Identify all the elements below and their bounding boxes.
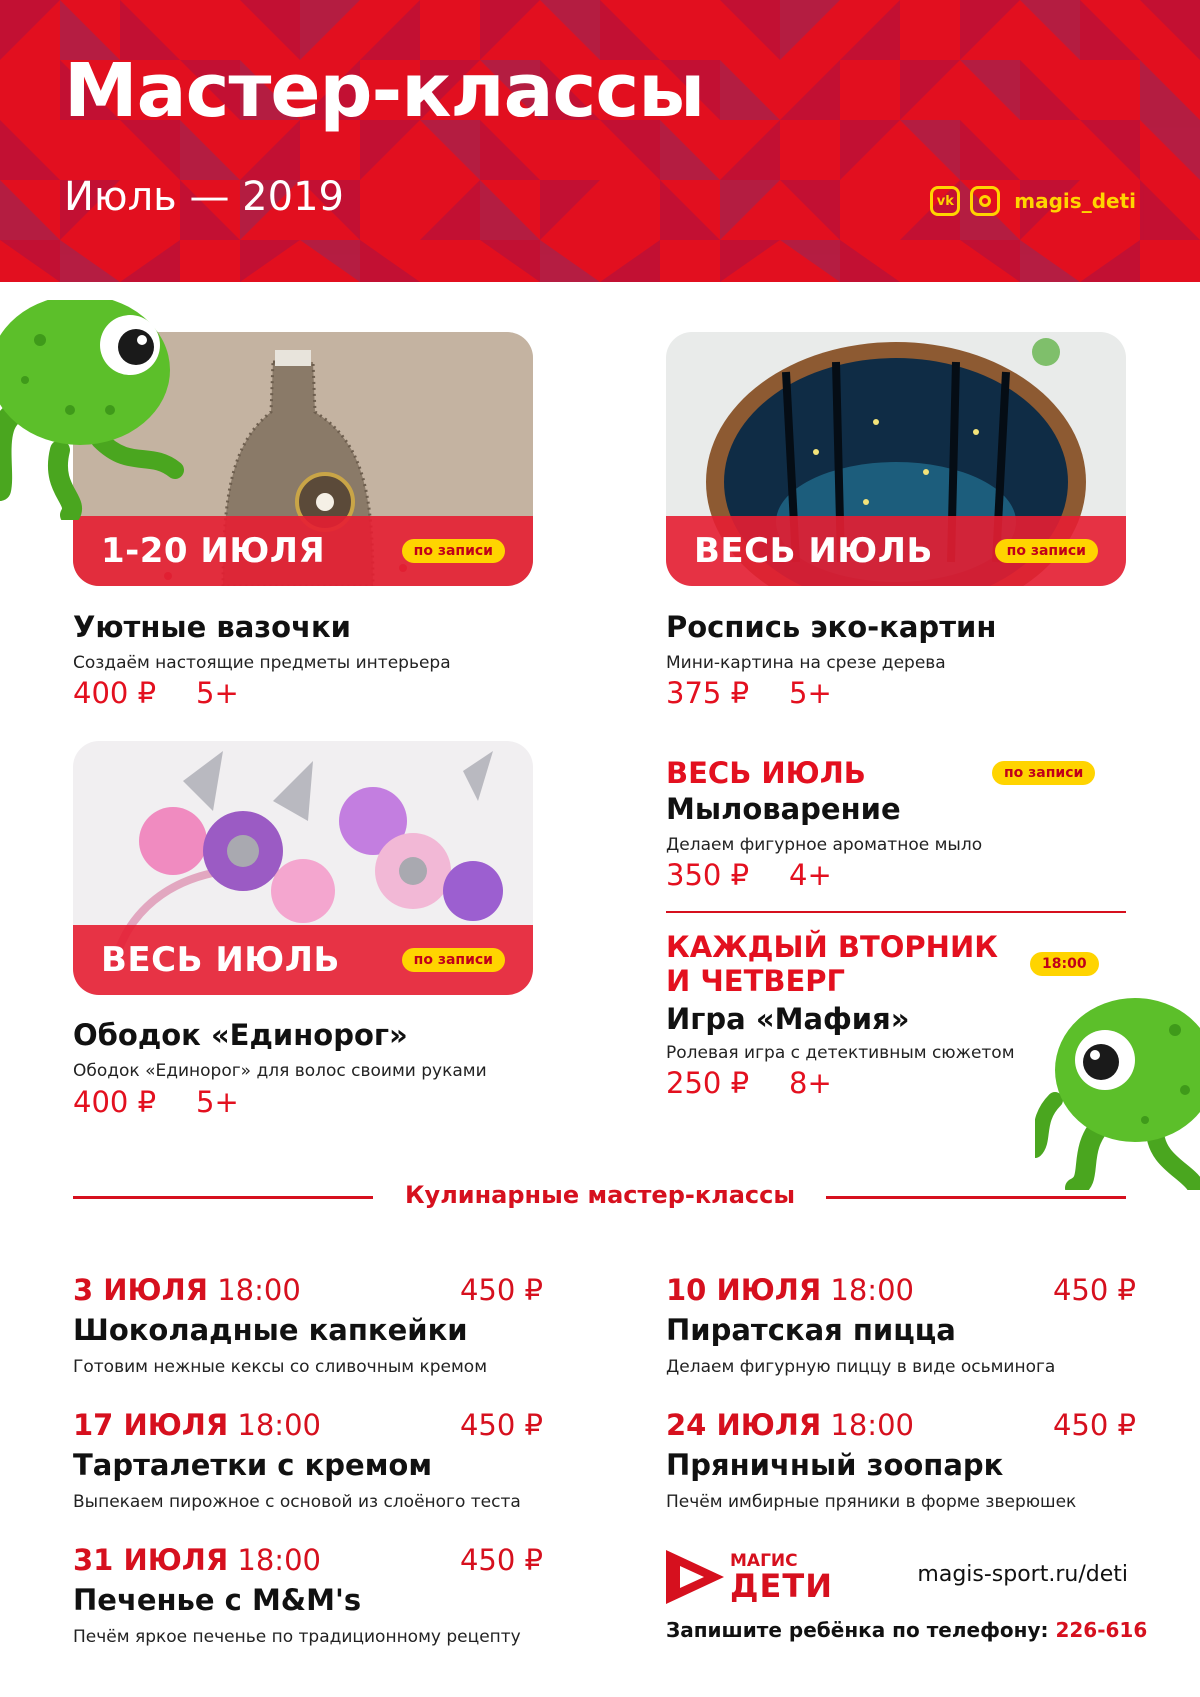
instagram-lens [979,195,991,207]
class-title: Уютные вазочки [73,610,351,644]
card-eco-painting[interactable] [666,332,1126,586]
culinary-datetime [666,1408,914,1442]
logo-text [730,1550,833,1605]
class-price: 350 ₽ [666,858,750,892]
culinary-date: 10 ИЮЛЯ [666,1273,822,1307]
class-price: 250 ₽ [666,1066,750,1100]
schedule-line-2: И ЧЕТВЕРГ [666,964,846,998]
class-title: Роспись эко-картин [666,610,997,644]
culinary-item [73,1543,543,1647]
culinary-date: 24 ИЮЛЯ [666,1408,822,1442]
vk-icon[interactable]: vk [930,186,960,216]
class-description: Ободок «Единорог» для волос своими руками [73,1061,487,1081]
octopus-mascot-bottom [1035,990,1200,1190]
booking-badge: по записи [402,539,505,563]
social-handle[interactable]: magis_deti [1014,189,1136,213]
culinary-item-header [666,1273,1136,1307]
culinary-price: 450 ₽ [459,1273,543,1307]
class-age: 8+ [789,1066,832,1100]
class-meta [73,676,239,710]
booking-badge: по записи [995,539,1098,563]
class-schedule [666,930,998,998]
logo-bottom-text: ДЕТИ [730,1566,833,1605]
logo-mark-icon [666,1550,724,1604]
culinary-description: Печём имбирные пряники в форме зверюшек [666,1492,1077,1512]
culinary-item [73,1273,543,1377]
website-link[interactable]: magis-sport.ru/deti [917,1562,1128,1587]
class-date: 1-20 ИЮЛЯ [101,531,326,571]
class-description: Делаем фигурное ароматное мыло [666,835,983,855]
culinary-date: 17 ИЮЛЯ [73,1408,229,1442]
logo-top-text: МАГИС [730,1550,798,1571]
class-title: Мыловарение [666,792,901,826]
class-date: ВЕСЬ ИЮЛЬ [101,940,340,980]
culinary-item [666,1408,1136,1512]
culinary-price: 450 ₽ [1052,1273,1136,1307]
culinary-datetime [73,1408,321,1442]
booking-badge: по записи [992,761,1095,785]
culinary-time: 18:00 [830,1273,914,1307]
culinary-description: Выпекаем пирожное с основой из слоёного теста [73,1492,521,1512]
culinary-name: Печенье с M&M's [73,1583,362,1617]
schedule-line-1: КАЖДЫЙ ВТОРНИК [666,930,998,964]
culinary-time: 18:00 [830,1408,914,1442]
class-meta [666,676,832,710]
culinary-name: Тарталетки с кремом [73,1448,433,1482]
culinary-name: Шоколадные капкейки [73,1313,468,1347]
class-meta [666,1066,832,1100]
class-age: 5+ [789,676,832,710]
card-unicorn[interactable] [73,741,533,995]
class-description: Создаём настоящие предметы интерьера [73,653,451,673]
class-age: 5+ [196,676,239,710]
social-links [930,186,1136,216]
time-badge: 18:00 [1030,952,1099,976]
culinary-title-text: Кулинарные мастер-классы [393,1181,807,1209]
class-date: ВЕСЬ ИЮЛЬ [694,531,933,571]
class-price: 400 ₽ [73,1085,157,1119]
date-band [666,516,1126,586]
class-date: ВЕСЬ ИЮЛЬ [666,756,866,790]
culinary-datetime [666,1273,914,1307]
class-age: 5+ [196,1085,239,1119]
octopus-mascot-top [0,300,190,520]
culinary-section-title [0,1181,1200,1209]
class-price: 400 ₽ [73,676,157,710]
culinary-item-header [73,1543,543,1577]
instagram-icon[interactable] [970,186,1000,216]
culinary-name: Пиратская пицца [666,1313,956,1347]
class-description: Мини-картина на срезе дерева [666,653,946,673]
culinary-item [73,1408,543,1512]
divider [666,911,1126,913]
culinary-date: 3 ИЮЛЯ [73,1273,209,1307]
culinary-datetime [73,1273,301,1307]
culinary-description: Готовим нежные кексы со сливочным кремом [73,1357,488,1377]
culinary-price: 450 ₽ [1052,1408,1136,1442]
culinary-item [666,1273,1136,1377]
culinary-description: Делаем фигурную пиццу в виде осьминога [666,1357,1056,1377]
culinary-time: 18:00 [237,1543,321,1577]
class-meta [73,1085,239,1119]
culinary-name: Пряничный зоопарк [666,1448,1004,1482]
class-age: 4+ [789,858,832,892]
date-band [73,516,533,586]
culinary-time: 18:00 [217,1273,301,1307]
culinary-date: 31 ИЮЛЯ [73,1543,229,1577]
page-subtitle: Июль — 2019 [64,174,344,220]
date-band [73,925,533,995]
class-description: Ролевая игра с детективным сюжетом [666,1043,1015,1063]
header-banner [0,0,1200,282]
class-meta [666,858,832,892]
culinary-time: 18:00 [237,1408,321,1442]
culinary-item-header [73,1408,543,1442]
phone-number[interactable]: 226-616 [1055,1618,1148,1642]
culinary-item-header [666,1408,1136,1442]
magis-deti-logo[interactable] [666,1550,833,1604]
class-title: Игра «Мафия» [666,1002,910,1036]
class-title: Ободок «Единорог» [73,1018,408,1052]
phone-line [666,1618,1147,1642]
booking-badge: по записи [402,948,505,972]
culinary-description: Печём яркое печенье по традиционному рецепту [73,1627,521,1647]
phone-prompt: Запишите ребёнка по телефону: [666,1618,1049,1642]
culinary-datetime [73,1543,321,1577]
class-price: 375 ₽ [666,676,750,710]
culinary-price: 450 ₽ [459,1408,543,1442]
page-title: Мастер-классы [64,48,705,134]
culinary-price: 450 ₽ [459,1543,543,1577]
culinary-item-header [73,1273,543,1307]
triangle-pattern [0,0,1200,282]
